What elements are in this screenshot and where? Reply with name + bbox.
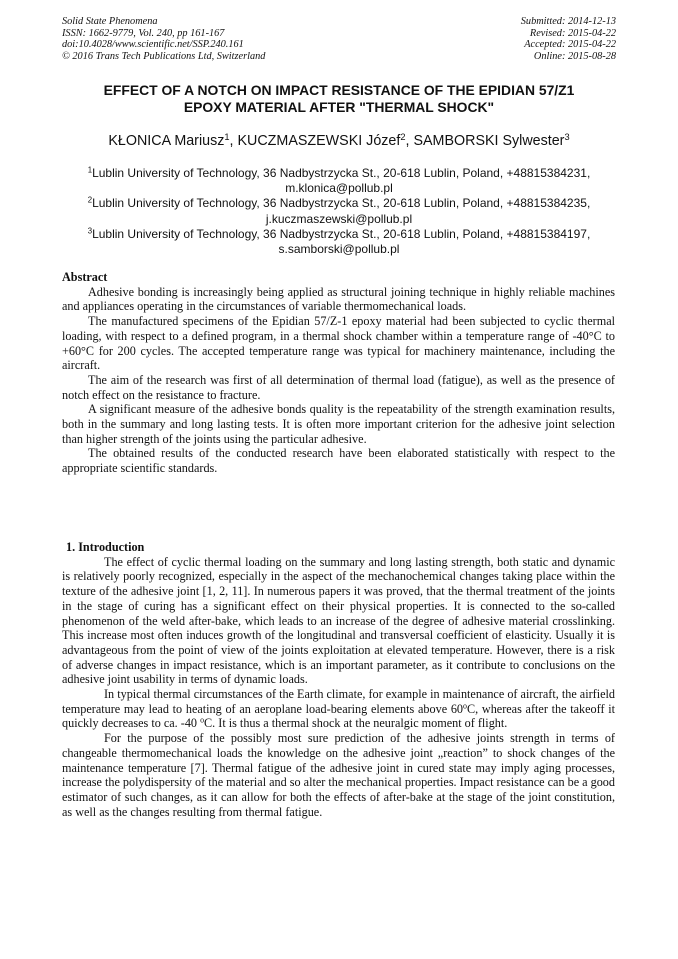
affiliation-address: Lublin University of Technology, 36 Nadbystrzycka St., 20-618 Lublin, Poland, +48815384197, bbox=[92, 226, 591, 241]
author-separator: , bbox=[229, 133, 238, 149]
revised-date: Revised: 2015-04-22 bbox=[529, 27, 616, 39]
text-run: C, whereas after the takeoff it quickly decreases to ca. -40 bbox=[62, 701, 616, 731]
text-run: C. It is thus a thermal shock at the neuralgic moment of flight. bbox=[204, 716, 508, 731]
author-separator: , bbox=[405, 133, 414, 149]
author-name: KŁONICA Mariusz bbox=[108, 133, 225, 149]
journal-info bbox=[62, 16, 265, 62]
affiliation bbox=[30, 196, 648, 211]
affiliation bbox=[30, 227, 648, 242]
introduction-section bbox=[62, 540, 615, 819]
author-affil-mark: 2 bbox=[400, 131, 406, 142]
doi-link[interactable]: doi:10.4028/www.scientific.net/SSP.240.161 bbox=[62, 39, 244, 51]
affiliation bbox=[30, 166, 648, 181]
author-list bbox=[30, 132, 648, 150]
abstract-paragraph: Adhesive bonding is increasingly being applied as structural joining technique in highly reliable machines and appliances operating in the circumstances of variable thermomechanical loads. bbox=[62, 284, 615, 314]
abstract-paragraph: A significant measure of the adhesive bonds quality is the repeatability of the strength examination results, both in the summary and long lasting tests. It is often more important criterion for the adhesive joint selection than higher strength of the joints using the particular adhesive. bbox=[62, 402, 615, 446]
author-name: SAMBORSKI Sylwester bbox=[413, 133, 565, 149]
affiliation-email[interactable]: m.klonica@pollub.pl bbox=[285, 181, 393, 196]
abstract-section bbox=[62, 270, 615, 476]
affiliation-list bbox=[30, 166, 648, 257]
issn-line: ISSN: 1662-9779, Vol. 240, pp 161-167 bbox=[62, 27, 225, 39]
abstract-paragraph: The manufactured specimens of the Epidian 57/Z-1 epoxy material had been subjected to cyclic thermal loading, with respect to a defined program, in a thermal shock chamber within a temperature range of -40°C to +60°C for 200 cycles. The accepted temperature range was typical for machinery maintenance, including the aircraft. bbox=[62, 314, 615, 373]
submitted-date: Submitted: 2014-12-13 bbox=[520, 16, 616, 27]
journal-name: Solid State Phenomena bbox=[62, 16, 158, 27]
affiliation-mark: 2 bbox=[87, 196, 93, 206]
online-date: Online: 2015-08-28 bbox=[533, 50, 616, 62]
author-affil-mark: 3 bbox=[564, 131, 570, 142]
title-line-1: EFFECT OF A NOTCH ON IMPACT RESISTANCE OF THE EPIDIAN 57/Z1 bbox=[103, 82, 575, 98]
affiliation-address: Lublin University of Technology, 36 Nadbystrzycka St., 20-618 Lublin, Poland, +48815384231, bbox=[92, 166, 591, 180]
affiliation-mark: 1 bbox=[87, 165, 93, 175]
dates-info bbox=[521, 16, 616, 62]
body-paragraph bbox=[62, 687, 615, 731]
abstract-paragraph: The obtained results of the conducted research have been elaborated statistically with respect to the appropriate scientific standards. bbox=[62, 446, 615, 476]
paper-title bbox=[40, 82, 638, 116]
author-affil-mark: 1 bbox=[224, 131, 230, 142]
copyright-line: © 2016 Trans Tech Publications Ltd, Switzerland bbox=[62, 50, 266, 62]
introduction-heading: 1. Introduction bbox=[66, 540, 145, 554]
author-name: KUCZMASZEWSKI Józef bbox=[237, 133, 401, 149]
affiliation-email[interactable]: s.samborski@pollub.pl bbox=[278, 242, 400, 257]
accepted-date: Accepted: 2015-04-22 bbox=[524, 39, 616, 51]
affiliation-mark: 3 bbox=[87, 226, 93, 236]
affiliation-email[interactable]: j.kuczmaszewski@pollub.pl bbox=[265, 211, 413, 226]
abstract-heading: Abstract bbox=[62, 270, 108, 284]
degree-mark: o bbox=[200, 716, 205, 726]
degree-mark: o bbox=[463, 701, 467, 711]
affiliation-address: Lublin University of Technology, 36 Nadbystrzycka St., 20-618 Lublin, Poland, +48815384235, bbox=[92, 196, 591, 211]
abstract-paragraph: The aim of the research was first of all determination of thermal load (fatigue), as well as the presence of notch effect on the resistance to fracture. bbox=[62, 372, 615, 402]
text-run: In typical thermal circumstances of the Earth climate, for example in maintenance of aircraft, the airfield temperature may lead to heating of an aeroplane load-bearing elements above 60 bbox=[62, 687, 615, 716]
title-line-2: EPOXY MATERIAL AFTER "THERMAL SHOCK" bbox=[183, 99, 495, 115]
body-paragraph: For the purpose of the possibly most sure prediction of the adhesive joints strength in terms of changeable thermomechanical loads the knowledge on the adhesive joint „reaction” to shock changes of the maintenance temperature [7]. Thermal fatigue of the adhesive joint in cured state may imply aging processes, increase the polydispersity of the material and so alter the mechanical properties. Impact resistance can be a good estimator of such changes, as it can allow for both the effects of after-bake at the stage of the joint constitution, as well as the changes resulting from thermal fatigue. bbox=[62, 731, 615, 819]
body-paragraph: The effect of cyclic thermal loading on the summary and long lasting strength, both static and dynamic is relatively poorly recognized, especially in the aspect of the mechanochemical changes taking place within the texture of the adhesive joint [1, 2, 11]. In numerous papers it was proved, that the thermal treatment of the joints in the stage of curing has a significant effect on their physical properties. It is connected to the so-called phenomenon of the weld after-bake, which leads to an increase of the degree of adhesive material crosslinking. This increase most often induces growth of the longitudinal and transversal coefficient of elasticity. Usually it is advantageous from the point of view of the joints exploitation at elevated temperature. However, there is a risk of adverse changes in impact resistance, which is an important parameter, as it contribute to conclusions on the adhesive joint usability in terms of dynamic loads. bbox=[62, 554, 615, 687]
